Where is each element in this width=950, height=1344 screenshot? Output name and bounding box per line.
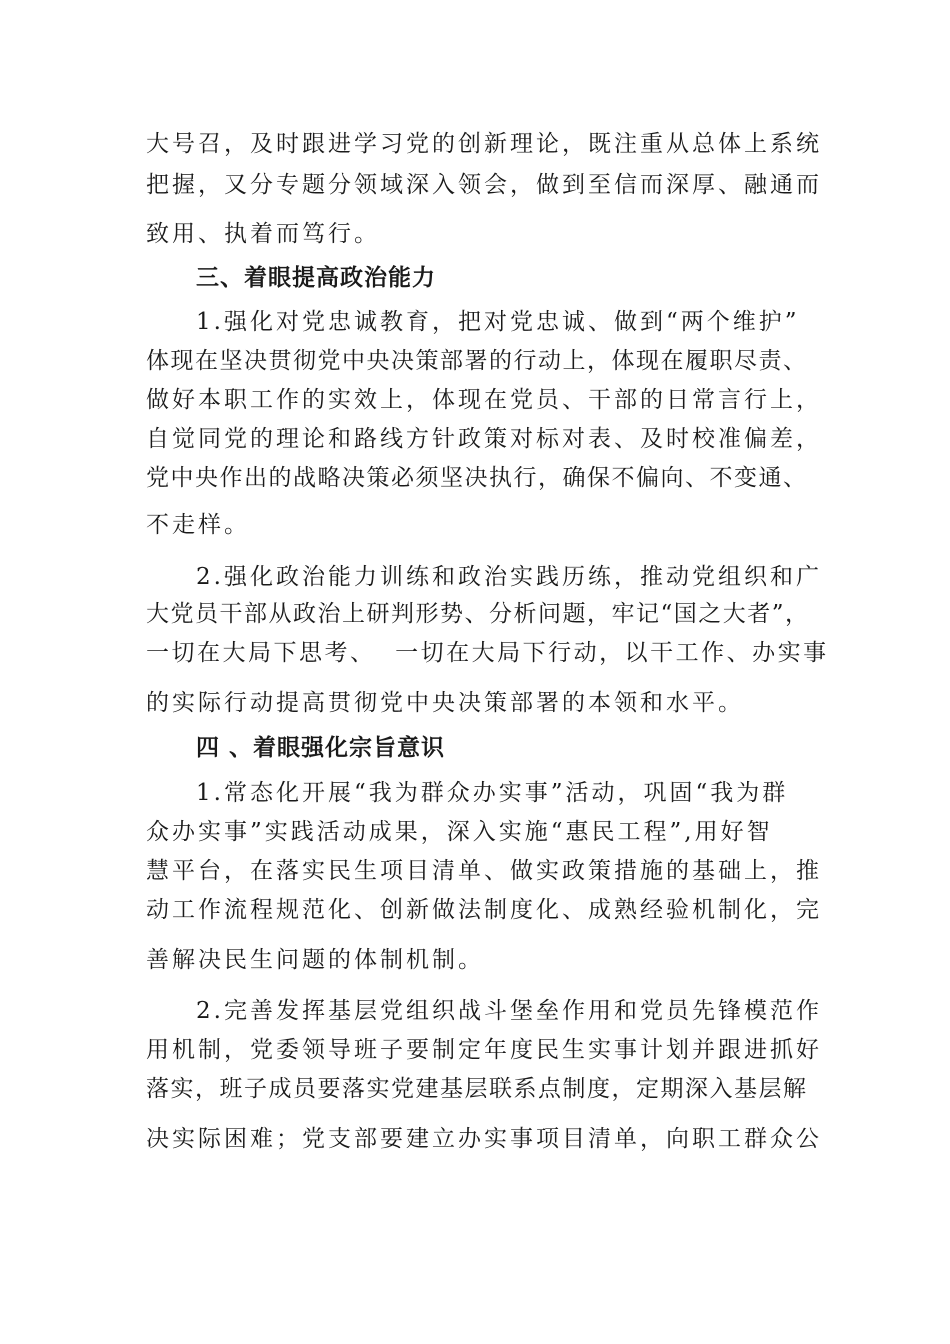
paragraph-line: 决实际困难；党支部要建立办实事项目清单，向职工群众公 [146,1126,822,1152]
paragraph-line: 党中央作出的战略决策必须坚决执行，确保不偏向、不变通、 [146,465,808,491]
paragraph-line: 慧平台，在落实民生项目清单、做实政策措施的基础上，推 [146,858,822,884]
paragraph-line: 动工作流程规范化、创新做法制度化、成熟经验机制化，完 [146,897,822,923]
paragraph-line: 大党员干部从政治上研判形势、分析问题，牢记“国之大者”， [146,601,810,627]
paragraph-line: 2.完善发挥基层党组织战斗堡垒作用和党员先锋模范作 [196,998,822,1024]
paragraph-line: 做好本职工作的实效上，体现在党员、干部的日常言行上， [146,387,822,413]
section-heading: 三、着眼提高政治能力 [196,265,436,291]
paragraph-line: 的实际行动提高贯彻党中央决策部署的本领和水平。 [146,690,744,716]
section-heading: 四 、着眼强化宗旨意识 [196,735,446,761]
paragraph-line: 一切在大局下思考、 一切在大局下行动，以干工作、办实事 [146,640,829,666]
paragraph-line: 2.强化政治能力训练和政治实践历练，推动党组织和广 [196,564,822,590]
paragraph-line: 1.常态化开展“我为群众办实事”活动，巩固“我为群 [196,780,789,806]
paragraph-line: 把握，又分专题分领域深入领会，做到至信而深厚、融通而 [146,172,822,198]
paragraph-line: 致用、执着而笃行。 [146,221,380,247]
paragraph-line: 用机制，党委领导班子要制定年度民生实事计划并跟进抓好 [146,1037,822,1063]
paragraph-line: 大号召，及时跟进学习党的创新理论，既注重从总体上系统 [146,131,822,157]
paragraph-line: 落实，班子成员要落实党建基层联系点制度，定期深入基层解 [146,1076,808,1102]
paragraph-line: 1.强化对党忠诚教育，把对党忠诚、做到“两个维护” [196,309,800,335]
paragraph-line: 不走样。 [146,512,250,538]
paragraph-line: 众办实事”实践活动成果，深入实施“惠民工程”,用好智 [146,819,773,845]
paragraph-line: 善解决民生问题的体制机制。 [146,947,484,973]
paragraph-line: 自觉同党的理论和路线方针政策对标对表、及时校准偏差， [146,426,822,452]
paragraph-line: 体现在坚决贯彻党中央决策部署的行动上，体现在履职尽责、 [146,348,808,374]
